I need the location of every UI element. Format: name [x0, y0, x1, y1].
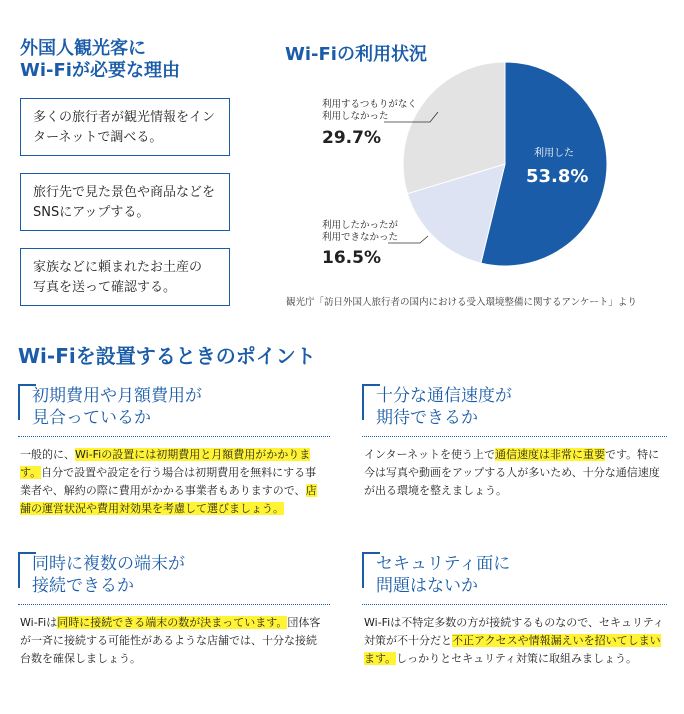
point-body-text: 自分で設置や設定を行う場合は初期費用を無料にする事業者や、解約の際に費用がかかる事業者もありますので、: [20, 466, 317, 497]
source-note: 観光庁「訪日外国人旅行者の国内における受入環境整備に関するアンケート」より: [286, 297, 637, 308]
pie-pct-could-not-use: 16.5%: [322, 248, 381, 268]
point-body-text: 団体客が一斉に接続する可能性があるような店舗では、十分な接続台数を確保しましょう。: [20, 616, 321, 665]
point-heading: [366, 385, 512, 429]
point-body: [364, 614, 664, 668]
point-body-highlight: 同時に接続できる端末の数が決まっています。: [57, 616, 288, 629]
reasons-title-line1: 外国人観光客に: [20, 38, 146, 59]
point-heading: [366, 553, 510, 597]
pie-label-could-not-use: [322, 220, 398, 244]
pie-label-could-not-use-line1: 利用したかったが: [322, 220, 399, 231]
pie-label-used: 利用した: [534, 148, 574, 159]
pie-label-not-used-line1: 利用するつもりがなく: [322, 99, 417, 110]
point-divider: [362, 436, 667, 437]
point-heading-line2: 期待できるか: [376, 408, 478, 428]
pie-label-could-not-use-line2: 利用できなかった: [322, 232, 399, 243]
point-body-text: インターネットを使う上で: [364, 448, 496, 461]
point-body: [20, 446, 326, 518]
pie-label-not-used: [322, 99, 417, 123]
point-heading-line1: 同時に複数の端末が: [32, 554, 185, 574]
point-heading-line2: 見合っているか: [32, 408, 151, 428]
point-heading-line2: 問題はないか: [376, 576, 478, 596]
pie-label-not-used-line2: 利用しなかった: [322, 111, 389, 122]
point-body: [20, 614, 326, 668]
pie-pct-not-used: 29.7%: [322, 128, 381, 148]
point-heading-line1: セキュリティ面に: [376, 554, 511, 574]
reason-text-line1: 多くの旅行者が観光情報をイン: [33, 110, 216, 125]
point-divider: [18, 436, 330, 437]
point-body-highlight: 通信速度は非常に重要: [495, 448, 606, 461]
point-divider: [18, 604, 330, 605]
point-body-text: です。特に今は写真や動画をアップする人が多いため、十分な通信速度が出る環境を整えましょう。: [364, 448, 660, 497]
reason-text-line1: 家族などに頼まれたお土産の: [33, 260, 203, 275]
points-title: Wi-Fiを設置するときのポイント: [18, 344, 316, 368]
reasons-title-line2: Wi-Fiが必要な理由: [20, 60, 180, 81]
reason-text-line2: ターネットで調べる。: [33, 130, 163, 145]
point-body-highlight: 店舗の運営状況や費用対効果を考慮して選びましょう。: [20, 484, 317, 515]
point-body-text: Wi-Fiは不特定多数の方が接続するものなので、セキュリティ対策が不十分だと: [364, 616, 664, 647]
reason-text-line2: 写真を送って確認する。: [33, 280, 177, 295]
point-heading: [22, 385, 202, 429]
point-body-highlight: 不正アクセスや情報漏えいを招いてしまいます。: [364, 634, 661, 665]
point-body-highlight: Wi-Fiの設置には初期費用と月額費用がかかります。: [20, 448, 311, 479]
reason-text-line2: SNSにアップする。: [33, 205, 150, 220]
usage-pie-chart: [0, 0, 684, 330]
reason-text-line1: 旅行先で見た景色や商品などを: [33, 185, 216, 200]
point-body-text: Wi-Fiは: [20, 616, 58, 629]
point-body-text: しっかりとセキュリティ対策に取組みましょう。: [396, 652, 638, 665]
point-heading-line2: 接続できるか: [32, 576, 134, 596]
point-body: [364, 446, 664, 500]
point-body-text: 一般的に、: [20, 448, 75, 461]
usage-title: Wi-Fiの利用状況: [285, 44, 427, 65]
point-divider: [362, 604, 667, 605]
point-heading-line1: 初期費用や月額費用が: [32, 386, 202, 406]
point-heading: [22, 553, 185, 597]
point-heading-line1: 十分な通信速度が: [376, 386, 512, 406]
pie-pct-used: 53.8%: [526, 166, 589, 187]
